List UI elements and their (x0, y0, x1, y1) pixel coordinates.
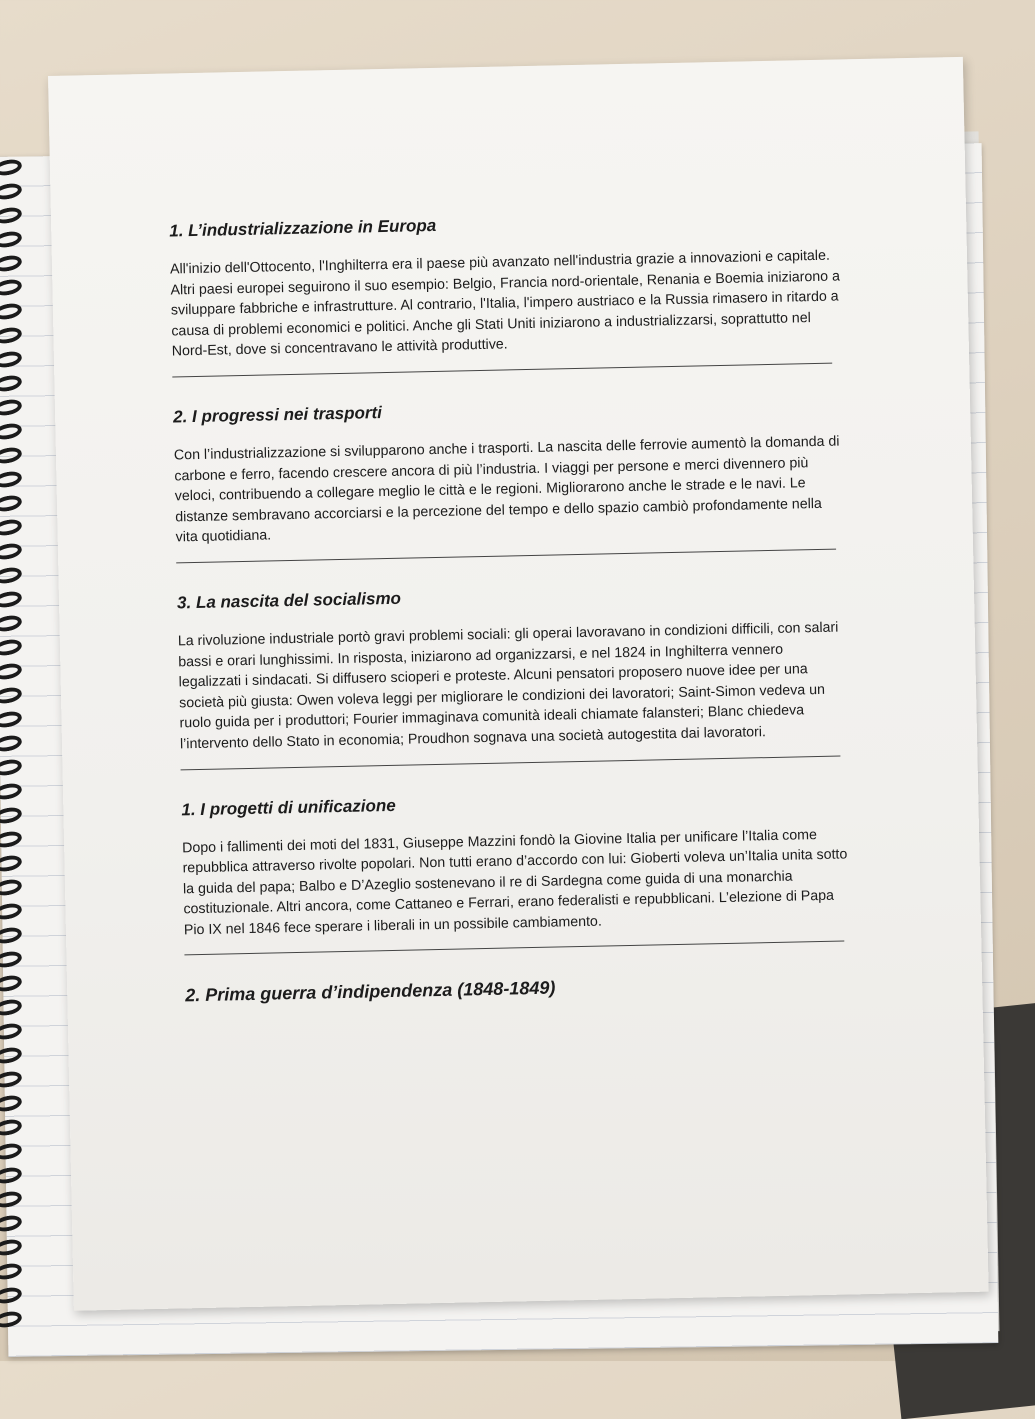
printed-sheet (48, 57, 989, 1311)
section-paragraph: Con l’industrializzazione si svilupparono anche i trasporti. La nascita delle ferrovie aumentò la domanda di carbone e ferro, facendo crescere ancora di più l’industria. I viaggi per persone e merci divennero più veloci, contribuendo a collegare meglio le città e le regioni. Migliorarono anche le strade e le navi. Le distanze sembravano accorciarsi e la percezione del tempo e dello spazio cambiò profondamente nella vita quotidiana. (173, 433, 840, 546)
spiral-ring (0, 901, 23, 921)
spiral-ring (0, 1285, 23, 1305)
spiral-ring (0, 853, 23, 873)
spiral-ring (0, 685, 23, 705)
section-paragraph: All'inizio dell'Ottocento, l'Inghilterra era il paese più avanzato nell'industria grazie a innovazioni e capitale. Altri paesi europei seguirono il suo esempio: Belgio, Francia nord-orientale, Renania e Boemia iniziarono a sviluppare fabbriche e infrastrutture. Al contrario, l'Italia, l'impero austriaco e la Russia rimasero in ritardo a causa di problemi economici e politici. Anche gli Stati Uniti iniziarono a industrializzarsi, soprattutto nel Nord-Est, dove si concentravano le attività produttive. (169, 247, 841, 360)
spiral-ring (0, 373, 23, 393)
spiral-ring (0, 493, 23, 513)
spiral-ring (0, 397, 23, 417)
document-content (169, 207, 855, 1007)
section-paragraph: La rivoluzione industriale portò gravi problemi sociali: gli operai lavoravano in condizioni difficili, con salari bassi e orari lunghissimi. In risposta, iniziarono ad organizzarsi, e nel 1824 in Inghilterra vennero legalizzati i sindacati. Si diffusero scioperi e proteste. Alcuni pensatori proposero nuove idee per una società più giusta: Owen voleva leggi per migliorare le condizioni dei lavoratori; Saint-Simon vedeva un ruolo guida per i produttori; Fourier immaginava comunità ideali chiamate falansteri; Blanc chiedeva l’intervento dello Stato in economia; Proudhon sognava una società autogestita dai lavoratori. (177, 619, 839, 753)
spiral-ring (0, 877, 23, 897)
spiral-ring (0, 637, 23, 657)
spiral-ring (0, 229, 23, 249)
spiral-ring (0, 1021, 23, 1041)
spiral-ring (0, 997, 23, 1017)
spiral-ring (0, 1069, 23, 1089)
section-title: 1. L’industrializzazione in Europa (169, 215, 437, 241)
spiral-ring (0, 205, 23, 225)
spiral-ring (0, 253, 23, 273)
spiral-ring (0, 829, 23, 849)
spiral-ring (0, 1165, 23, 1185)
spiral-ring (0, 445, 23, 465)
section-title: 3. La nascita del socialismo (176, 588, 402, 613)
spiral-ring (0, 181, 23, 201)
spiral-ring (0, 661, 23, 681)
spiral-ring (0, 301, 23, 321)
spiral-ring (0, 1261, 23, 1281)
spiral-ring (0, 469, 23, 489)
section-title: 2. I progressi nei trasporti (172, 403, 383, 427)
spiral-ring (0, 1237, 23, 1257)
spiral-ring (0, 757, 23, 777)
spiral-ring (0, 925, 23, 945)
spiral-ring (0, 1309, 23, 1329)
spiral-ring (0, 781, 23, 801)
spiral-ring (0, 1213, 23, 1233)
spiral-ring (0, 589, 23, 609)
section-paragraph: Dopo i fallimenti dei moti del 1831, Giuseppe Mazzini fondò la Giovine Italia per unificare l’Italia come repubblica attraverso rivolte popolari. Non tutti erano d’accordo con lui: Gioberti voleva un’Italia unita sotto la guida del papa; Balbo e D’Azeglio sostenevano il re di Sardegna come guida di una monarchia costituzionale. Altri ancora, come Cattaneo e Ferrari, erano federalisti e repubblicani. L’elezione di Papa Pio IX nel 1846 fece sperare i liberali in un possibile cambiamento. (182, 826, 848, 939)
spiral-ring (0, 277, 23, 297)
notebook-spiral-binding (0, 160, 40, 1350)
spiral-ring (0, 973, 23, 993)
spiral-ring (0, 805, 23, 825)
spiral-ring (0, 517, 23, 537)
section-title: 1. I progetti di unificazione (181, 795, 396, 819)
spiral-ring (0, 613, 23, 633)
final-section-title: 2. Prima guerra d’indipendenza (1848-1849) (185, 978, 556, 1006)
spiral-ring (0, 1189, 23, 1209)
spiral-ring (0, 349, 23, 369)
spiral-ring (0, 541, 23, 561)
spiral-ring (0, 325, 23, 345)
spiral-ring (0, 1045, 23, 1065)
spiral-ring (0, 733, 23, 753)
spiral-ring (0, 709, 23, 729)
spiral-ring (0, 949, 23, 969)
spiral-ring (0, 421, 23, 441)
spiral-ring (0, 1141, 23, 1161)
spiral-ring (0, 1117, 23, 1137)
spiral-ring (0, 1093, 23, 1113)
spiral-ring (0, 157, 23, 177)
spiral-ring (0, 565, 23, 585)
